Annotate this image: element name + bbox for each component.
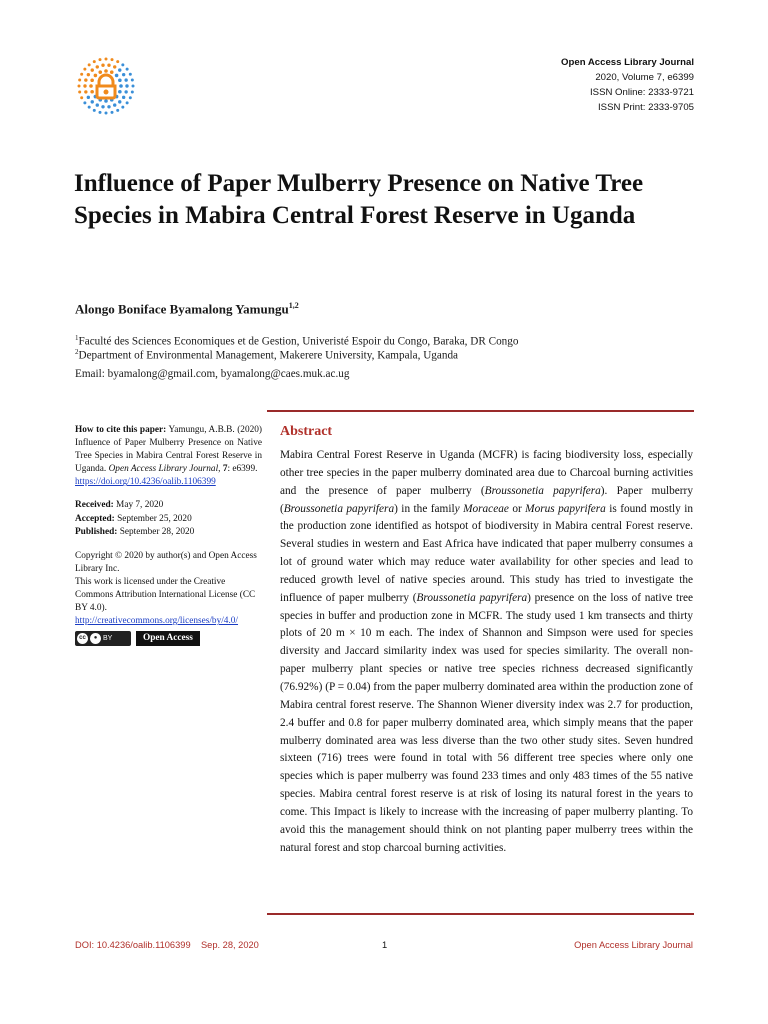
accepted-date: September 25, 2020 bbox=[117, 513, 192, 524]
abstract-heading: Abstract bbox=[280, 424, 333, 439]
copyright-line-1: Copyright © 2020 by author(s) and Open Access Library Inc. bbox=[75, 550, 257, 574]
abstract-italic-4: Morus papyrifera bbox=[525, 502, 606, 515]
open-access-badge: Open Access bbox=[136, 631, 200, 646]
abstract-text-3: ) in the famil bbox=[394, 502, 455, 515]
author-line bbox=[75, 301, 299, 317]
page-number: 1 bbox=[382, 940, 388, 950]
abstract-body bbox=[280, 447, 693, 857]
received-date: May 7, 2020 bbox=[116, 500, 164, 511]
abstract-text-5: is found mostly in the production zone identified as hotspot of biodiversity in Mabira central Forest reserve. Several studies in western and East Africa have indicated that paper mulberry consumes a lot of ground water which may reduce water availability for other species and lead to reduced growth level of native species around. This study has tried to investigate the influence of paper mulberry ( bbox=[280, 502, 693, 604]
author-email: Email: byamalong@gmail.com, byamalong@caes.muk.ac.ug bbox=[75, 368, 350, 380]
person-icon: ● bbox=[90, 633, 101, 644]
affiliation-2 bbox=[75, 348, 458, 362]
abstract-text-1: Mabira Central Forest Reserve in Uganda (MCFR) is facing biodiversity loss, especially other tree species in the paper mulberry dominated area due to Charcoal burning activities and the presence of paper mulberry ( bbox=[280, 449, 693, 497]
abstract-italic-1: Broussonetia papyrifera bbox=[484, 484, 601, 497]
issn-online: ISSN Online: 2333-9721 bbox=[590, 87, 694, 98]
issn-print: ISSN Print: 2333-9705 bbox=[598, 102, 694, 113]
how-to-cite: How to cite this paper: Yamungu, A.B.B. (2020) Influence of Paper Mulberry Presence on Native Tree Species in Mabira Central Forest Reserve in Uganda. Open Access Library Journal, 7: e6399. https://doi.org/10.4236/oalib.1106399 bbox=[75, 425, 262, 488]
author-name: Alongo Boniface Byamalong Yamungu bbox=[75, 301, 289, 317]
article-sidebar bbox=[75, 424, 262, 646]
cite-text: Yamungu, A.B.B. (2020) Influence of Paper Mulberry Presence on Native Tree Species in Mabira Central Forest Reserve in Uganda. bbox=[75, 425, 262, 475]
copyright-notice bbox=[75, 550, 262, 629]
cite-label: How to cite this paper: bbox=[75, 425, 167, 435]
abstract-top-rule bbox=[267, 410, 694, 412]
paper-title: Influence of Paper Mulberry Presence on Native Tree Species in Mabira Central Forest Reserve in Uganda bbox=[74, 170, 644, 229]
cite-journal: Open Access Library Journal bbox=[108, 464, 219, 475]
affiliation-1-text: Faculté des Sciences Economiques et de Gestion, Univeristé Espoir du Congo, Baraka, DR Congo bbox=[78, 335, 519, 348]
article-dates bbox=[75, 499, 262, 538]
abstract-text-6: ) presence on the loss of native tree species in buffer and production zone in MCFR. The study used 1 km transects and thirty plots of 20 m × 10 m each. The index of Shannon and Simpson were used for species diversity and Jaccard similarity index was used for species similarity. The overall non-paper mulberry plant species or native tree species richness decreased significantly (76.92%) (P = 0.04) from the paper mulberry dominated area within the production zone of Mabira central forest reserve. The Shannon Wiener diversity index was 2.7 for production, 2.4 buffer and 0.8 for paper mulberry dominated area, which simply means that the paper mulberry dominated area was less diverse than the two other study sites. Seven hundred sixteen (716) trees were found in total with 56 different tree species where only one species which is paper mulberry was found 233 times and only 483 times of the 55 native species. Mabira central forest reserve is at risk of losing its natural forest in the years to come. This Impact is likely to increase with the increasing of paper mulberry planting. To avoid this the management should think on not planting paper mulberry trees within the natural forest and stop charcoal burning activities. bbox=[280, 591, 693, 854]
affiliation-1-sup: 1 bbox=[75, 334, 79, 342]
published-label: Published: bbox=[75, 526, 118, 537]
journal-year-volume: 2020, Volume 7, e6399 bbox=[595, 72, 694, 83]
journal-info bbox=[561, 55, 694, 115]
abstract-italic-2: Broussonetia papyrifera bbox=[283, 502, 395, 515]
footer-doi: DOI: 10.4236/oalib.1106399 Sep. 28, 2020 bbox=[75, 940, 259, 950]
cite-volume: 7 bbox=[222, 464, 228, 475]
affiliation-2-text: Department of Environmental Management, Makerere University, Kampala, Uganda bbox=[78, 349, 459, 362]
license-link[interactable]: http://creativecommons.org/licenses/by/4.0/ bbox=[75, 616, 239, 627]
affiliation-2-sup: 2 bbox=[75, 348, 79, 356]
license-badges bbox=[75, 631, 262, 646]
accepted-label: Accepted: bbox=[75, 513, 115, 524]
abstract-italic-3: y Moraceae bbox=[454, 502, 509, 515]
author-sup: 1,2 bbox=[288, 301, 299, 310]
cc-circle-icon: cc bbox=[77, 633, 88, 644]
oalib-logo-icon bbox=[76, 56, 136, 116]
abstract-italic-5: Broussonetia papyrifera bbox=[416, 591, 528, 604]
abstract-text-4: or bbox=[508, 502, 526, 515]
copyright-line-2: This work is licensed under the Creative Commons Attribution International License (CC BY 4.0). bbox=[75, 576, 256, 614]
abstract-text-2: ). Paper mulberry ( bbox=[280, 484, 693, 515]
cc-by-text: BY bbox=[103, 635, 113, 643]
journal-name: Open Access Library Journal bbox=[561, 57, 694, 68]
published-date: September 28, 2020 bbox=[119, 526, 195, 537]
received-label: Received: bbox=[75, 500, 114, 511]
page-footer bbox=[75, 940, 693, 956]
cite-article: : e6399. bbox=[227, 464, 258, 475]
cite-doi-link[interactable]: https://doi.org/10.4236/oalib.1106399 bbox=[75, 477, 216, 488]
affiliation-1 bbox=[75, 334, 518, 348]
cc-by-license-icon[interactable] bbox=[75, 631, 131, 646]
footer-journal: Open Access Library Journal bbox=[574, 940, 693, 950]
abstract-bottom-rule bbox=[267, 913, 694, 915]
